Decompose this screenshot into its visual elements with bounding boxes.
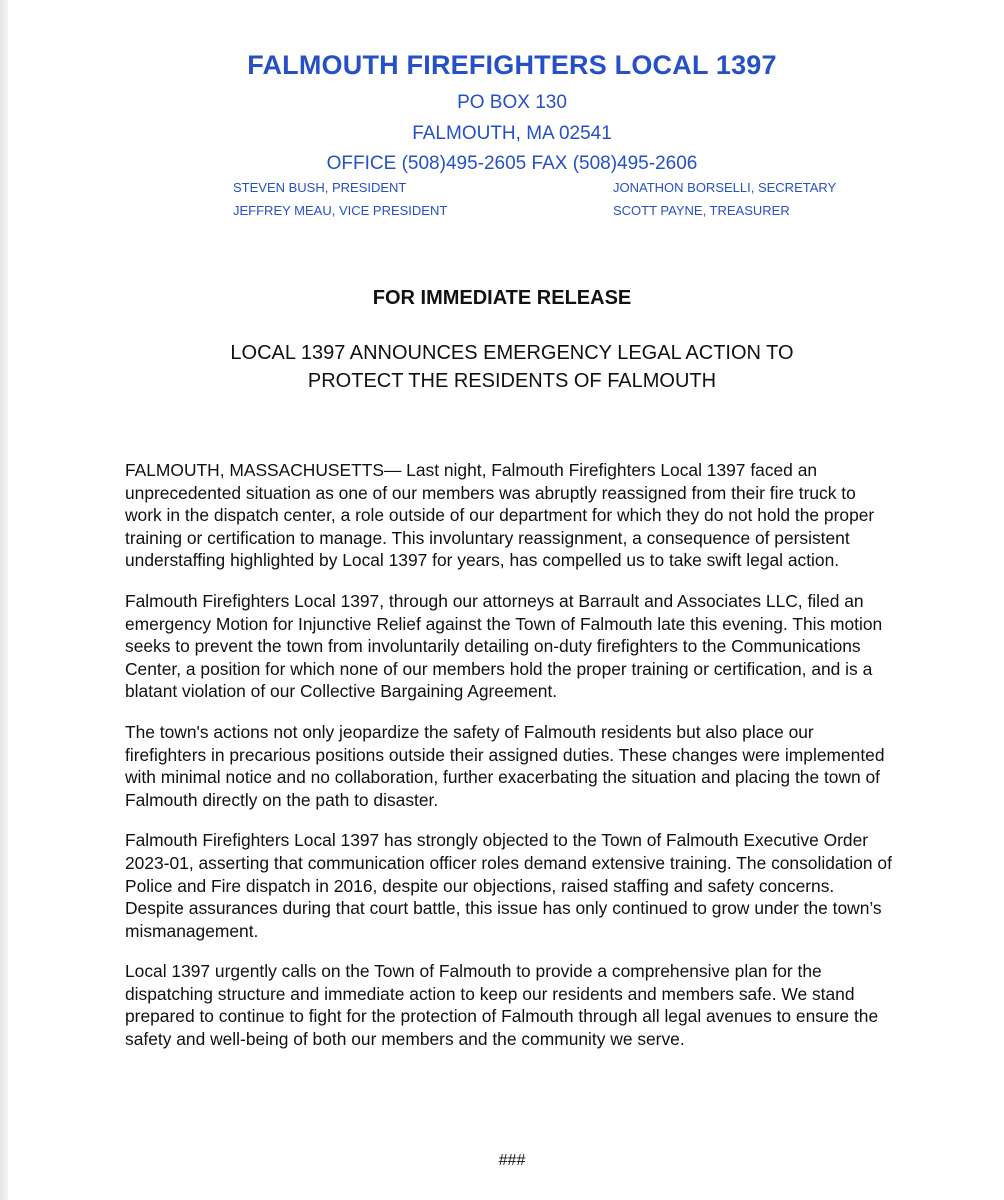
address-city: FALMOUTH, MA 02541 bbox=[412, 123, 612, 144]
body-paragraph-2: Falmouth Firefighters Local 1397, through our attorneys at Barrault and Associates LLC, filed an emergency Motion for Injunctive Relief against the Town of Falmouth late this evening. This motion seeks to prevent the town from involuntarily detailing on-duty firefighters to the Communications Center, a position for which none of our members hold the proper training or certification, and is a blatant violation of our Collective Bargaining Agreement. bbox=[125, 590, 883, 702]
officer-vice-president: JEFFREY MEAU, VICE PRESIDENT bbox=[233, 203, 448, 218]
body-paragraph-4: Falmouth Firefighters Local 1397 has strongly objected to the Town of Falmouth Executive Order 2023-01, asserting that communication officer roles demand extensive training. The consolidation of Police and Fire dispatch in 2016, despite our objections, raised staffing and safety concerns. Despite assurances during that court battle, this issue has only continued to grow under the town’s mismanagement. bbox=[125, 830, 892, 941]
headline bbox=[0, 339, 1004, 395]
headline-line-1: LOCAL 1397 ANNOUNCES EMERGENCY LEGAL ACTION TO bbox=[230, 342, 794, 364]
address-po-box: PO BOX 130 bbox=[457, 92, 567, 113]
phone-fax-line: OFFICE (508)495-2605 FAX (508)495-2606 bbox=[326, 153, 698, 174]
officer-secretary: JONATHON BORSELLI, SECRETARY bbox=[613, 180, 837, 195]
body-paragraph-3: The town's actions not only jeopardize the safety of Falmouth residents but also place our firefighters in precarious positions outside their assigned duties. These changes were implemented with minimal notice and no collaboration, further exacerbating the situation and placing the town of Falmouth directly on the path to disaster. bbox=[125, 721, 885, 810]
end-mark: ### bbox=[498, 1152, 526, 1169]
release-body bbox=[125, 459, 895, 1069]
org-name: FALMOUTH FIREFIGHTERS LOCAL 1397 bbox=[247, 50, 777, 80]
officer-president: STEVEN BUSH, PRESIDENT bbox=[233, 180, 407, 195]
headline-line-2: PROTECT THE RESIDENTS OF FALMOUTH bbox=[307, 370, 717, 392]
body-paragraph-1: FALMOUTH, MASSACHUSETTS— Last night, Falmouth Firefighters Local 1397 faced an unprecedented situation as one of our members was abruptly reassigned from their fire truck to work in the dispatch center, a role outside of our department for which they do not hold the proper training or certification to manage. This involuntary reassignment, a consequence of persistent understaffing highlighted by Local 1397 for years, has compelled us to take swift legal action. bbox=[125, 460, 875, 571]
release-label: FOR IMMEDIATE RELEASE bbox=[372, 287, 632, 309]
page-edge-shadow bbox=[0, 0, 8, 1200]
body-paragraph-5: Local 1397 urgently calls on the Town of Falmouth to provide a comprehensive plan for the dispatching structure and immediate action to keep our residents and members safe. We stand prepared to continue to fight for the protection of Falmouth through all legal avenues to ensure the safety and well-being of both our members and the community we serve. bbox=[125, 961, 879, 1050]
officer-treasurer: SCOTT PAYNE, TREASURER bbox=[613, 203, 790, 218]
